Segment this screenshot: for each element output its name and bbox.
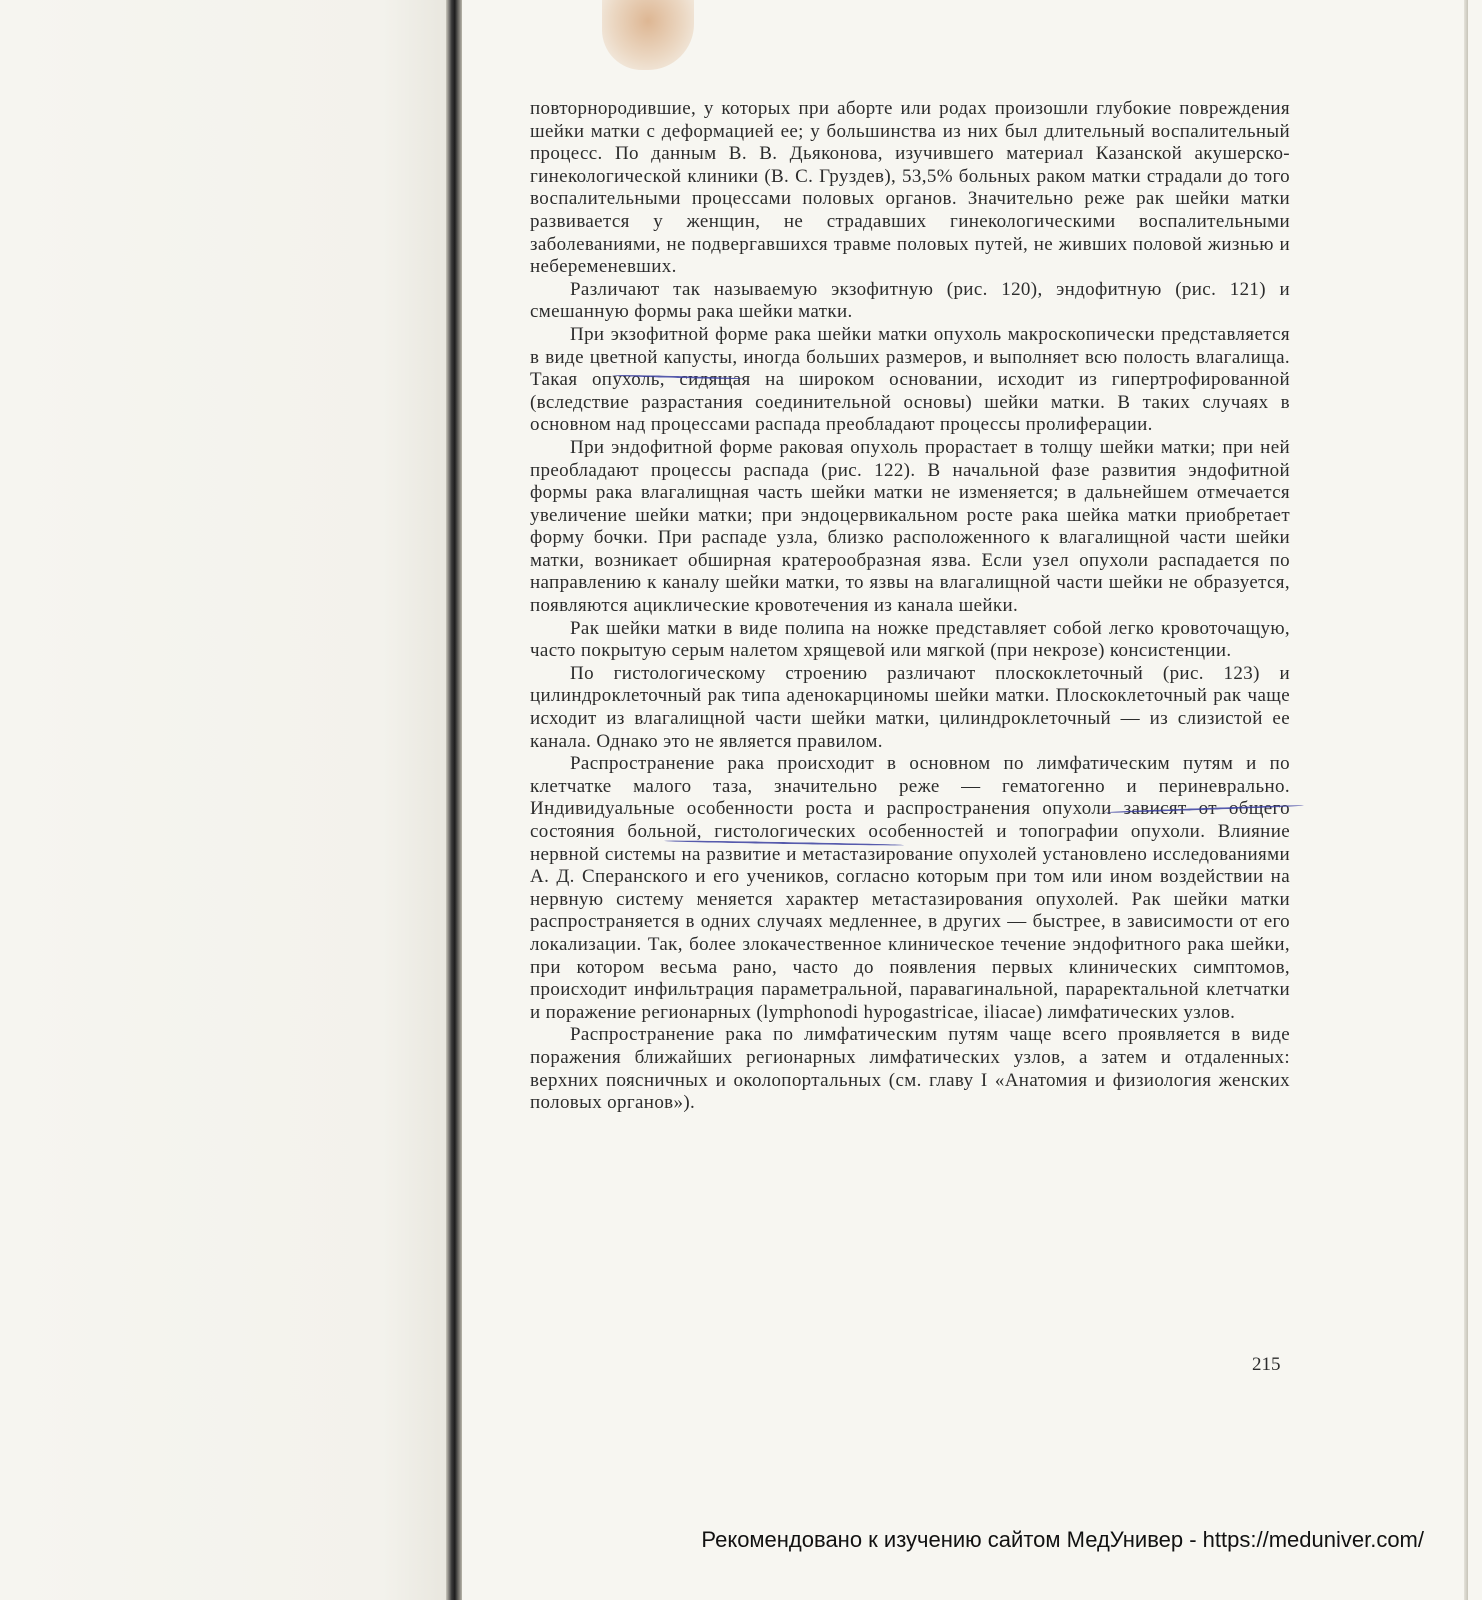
paragraph-1: повторнородившие, у которых при аборте или родах произошли глубокие повреждения шейки матки с деформацией ее; у большинства из них был длительный воспалительный процесс. По данным В. В. Дьяконова, изучившего материал Казанской акушерско-гинекологической клиники (В. С. Груздев), 53,5% больных раком матки страдали до того воспалительными процессами половых органов. Значительно реже рак шейки матки развивается у женщин, не страдавших гинекологическими воспалительными заболеваниями, не подвергавшихся травме половых путей, не живших половой жизнью и небеременевших. — [530, 98, 1290, 278]
paragraph-7: Распространение рака происходит в основном по лимфатическим путям и по клетчатке малого таза, значительно реже — гематогенно и периневрально. Индивидуальные особенности роста и распространения опухоли зависят от общего состояния больной, гистологических особенностей и топографии опухоли. Влияние нервной системы на развитие и метастазирование опухолей установлено исследованиями А. Д. Сперанского и его учеников, согласно которым при том или ином воздействии на нервную систему меняется характер метастазирования опухолей. Рак шейки матки распространяется в одних случаях медленнее, в других — быстрее, в зависимости от его локализации. Так, более злокачественное клиническое течение эндофитного рака шейки, при котором весьма рано, часто до появления первых клинических симптомов, происходит инфильтрация параметральной, паравагинальной, параректальной клетчатки и поражение регионарных (lymphonodi hypogastricae, iliacae) лимфатических узлов. — [530, 753, 1290, 1023]
paragraph-8: Распространение рака по лимфатическим путям чаще всего проявляется в виде поражения ближайших регионарных лимфатических узлов, а затем и отдаленных: верхних поясничных и околопортальных (см. главу I «Анатомия и физиология женских половых органов»). — [530, 1024, 1290, 1114]
body-text — [530, 98, 1290, 1115]
book-gutter — [446, 0, 462, 1600]
watermark-footer: Рекомендовано к изучению сайтом МедУнивер - https://meduniver.com/ — [701, 1527, 1424, 1552]
paragraph-4: При эндофитной форме раковая опухоль прорастает в толщу шейки матки; при ней преобладают процессы распада (рис. 122). В начальной фазе развития эндофитной формы рака влагалищная часть шейки матки не изменяется; в дальнейшем отмечается увеличение шейки матки; при эндоцервикальном росте рака шейка матки приобретает форму бочки. При распаде узла, близко расположенного к влагалищной части шейки матки, возникает обширная кратерообразная язва. Если узел опухоли распадается по направлению к каналу шейки матки, то язвы на влагалищной части шейки не образуется, появляются ациклические кровотечения из канала шейки. — [530, 436, 1290, 617]
page-number: 215 — [1252, 1354, 1281, 1375]
page-edge — [1464, 0, 1468, 1600]
left-blank-page — [0, 0, 450, 1600]
paragraph-2: Различают так называемую экзофитную (рис. 120), эндофитную (рис. 121) и смешанную формы рака шейки матки. — [530, 278, 1290, 323]
paragraph-3: При экзофитной форме рака шейки матки опухоль макроскопически представляется в виде цветной капусты, иногда больших размеров, и выполняет всю полость влагалища. Такая опухоль, сидящая на широком основании, исходит из гипертрофированной (вследствие разрастания соединительной основы) шейки матки. В таких случаях в основном над процессами распада преобладают процессы пролиферации. — [530, 323, 1290, 436]
paragraph-6: По гистологическому строению различают плоскоклеточный (рис. 123) и цилиндроклеточный рак типа аденокарциномы шейки матки. Плоскоклеточный рак чаще исходит из влагалищной части шейки матки, цилиндроклеточный — из слизистой ее канала. Однако это не является правилом. — [530, 662, 1290, 752]
paragraph-5: Рак шейки матки в виде полипа на ножке представляет собой легко кровоточащую, часто покрытую серым налетом хрящевой или мягкой (при некрозе) консистенции. — [530, 617, 1290, 662]
